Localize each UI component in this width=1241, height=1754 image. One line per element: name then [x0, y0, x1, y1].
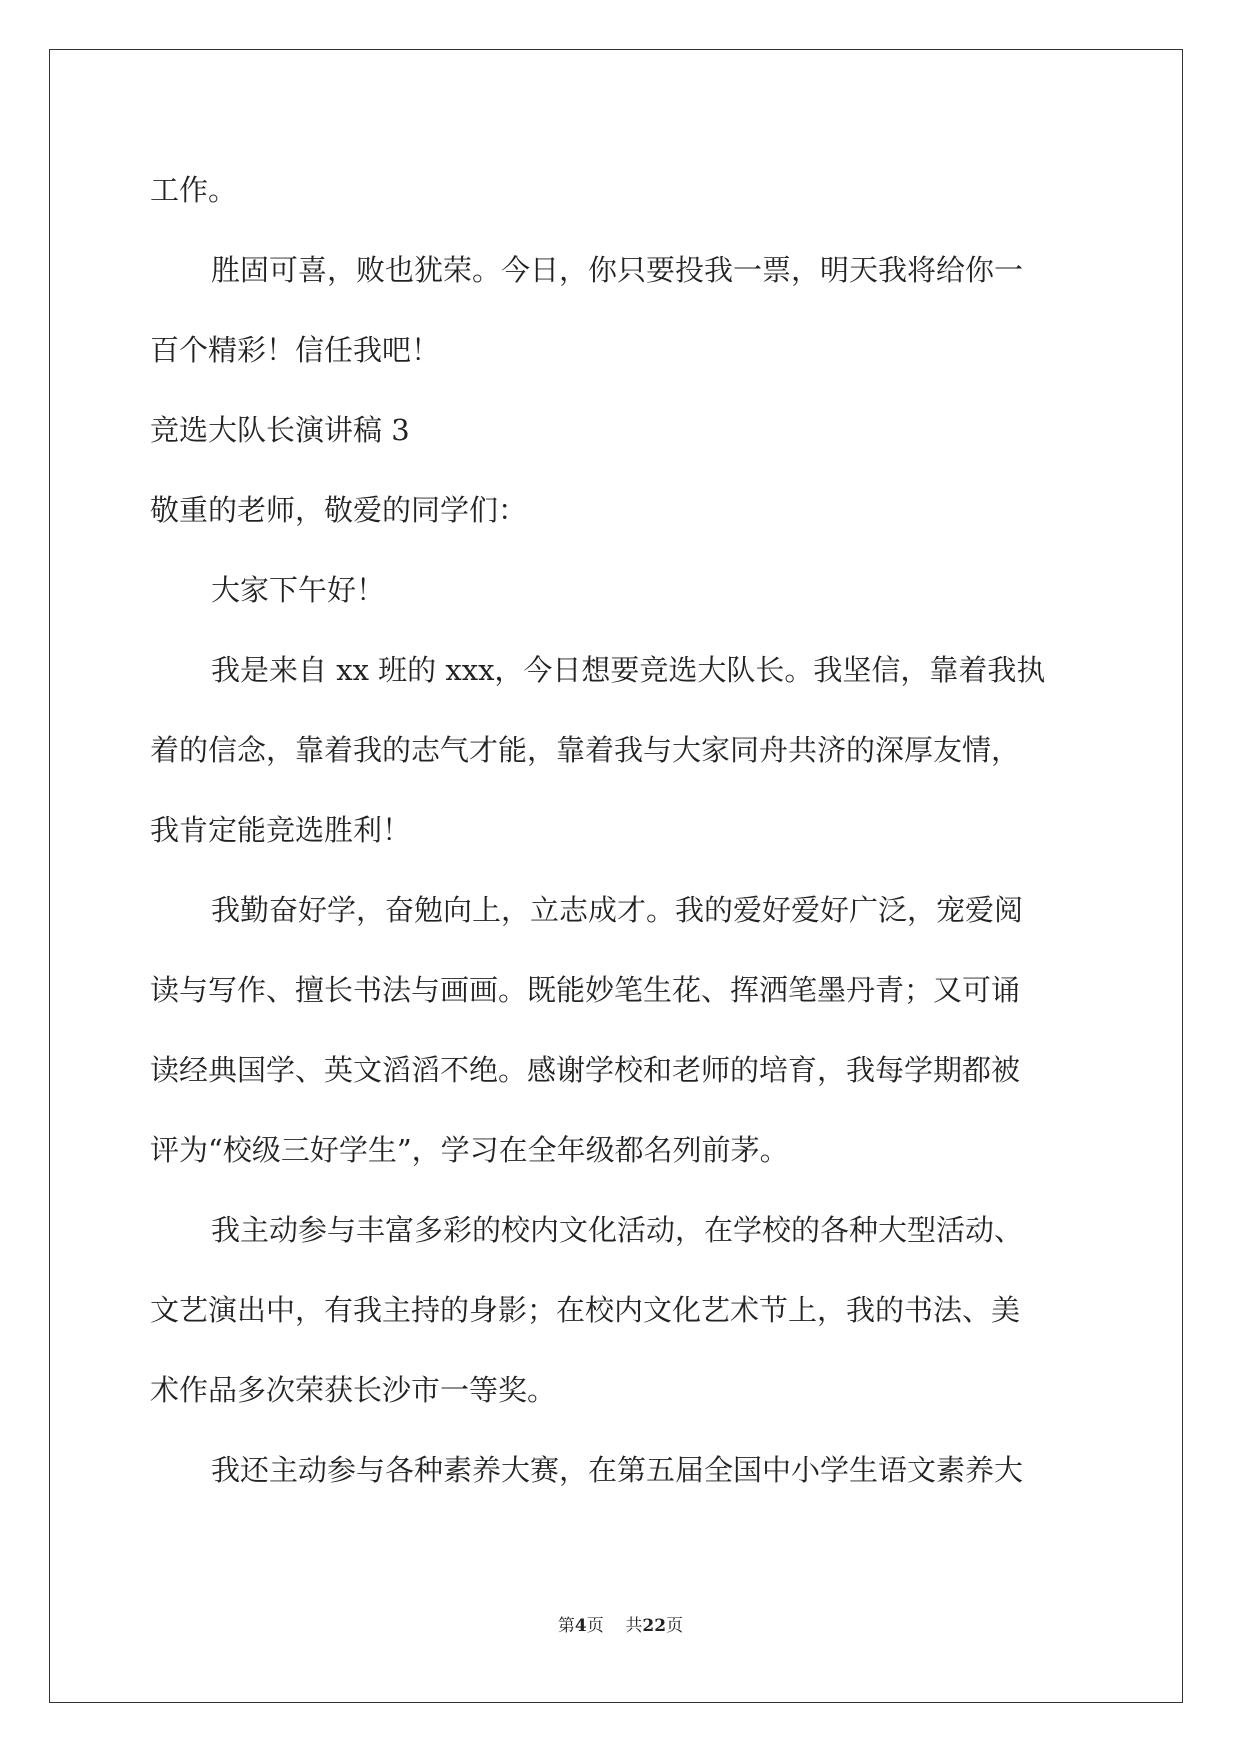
footer-total-pages: 22	[642, 1616, 667, 1636]
section-heading: 竞选大队长演讲稿 3	[150, 413, 410, 447]
footer-page-number: 4	[574, 1616, 587, 1636]
greeting: 大家下午好！	[211, 573, 386, 607]
body-line-13: 评为“校级三好学生”，学习在全年级都名列前茅。	[150, 1133, 789, 1167]
footer-total-suffix: 页	[666, 1616, 684, 1636]
page-footer	[0, 1614, 1241, 1638]
body-line-8: 着的信念，靠着我的志气才能，靠着我与大家同舟共济的深厚友情，	[150, 733, 1021, 767]
body-line-15: 文艺演出中，有我主持的身影；在校内文化艺术节上，我的书法、美	[150, 1293, 1021, 1327]
footer-page-suffix: 页	[586, 1616, 604, 1636]
body-line-16: 术作品多次荣获长沙市一等奖。	[150, 1373, 557, 1407]
salutation: 敬重的老师，敬爱的同学们：	[150, 493, 528, 527]
footer-page-prefix: 第	[557, 1616, 575, 1636]
body-line-9: 我肯定能竞选胜利！	[150, 813, 412, 847]
body-line-17: 我还主动参与各种素养大赛，在第五届全国中小学生语文素养大	[211, 1453, 1024, 1487]
body-line-7: 我是来自 xx 班的 xxx，今日想要竞选大队长。我坚信，靠着我执	[211, 653, 1046, 687]
body-line-3: 百个精彩！信任我吧！	[150, 333, 441, 367]
footer-total-prefix: 共	[625, 1616, 643, 1636]
body-line-2: 胜固可喜，败也犹荣。今日，你只要投我一票，明天我将给你一	[211, 253, 1024, 287]
body-line-14: 我主动参与丰富多彩的校内文化活动，在学校的各种大型活动、	[211, 1213, 1024, 1247]
body-line-11: 读与写作、擅长书法与画画。既能妙笔生花、挥洒笔墨丹青；又可诵	[150, 973, 1021, 1007]
body-line-10: 我勤奋好学，奋勉向上，立志成才。我的爱好爱好广泛，宠爱阅	[211, 893, 1024, 927]
body-line-1: 工作。	[150, 173, 238, 207]
body-line-12: 读经典国学、英文滔滔不绝。感谢学校和老师的培育，我每学期都被	[150, 1053, 1021, 1087]
